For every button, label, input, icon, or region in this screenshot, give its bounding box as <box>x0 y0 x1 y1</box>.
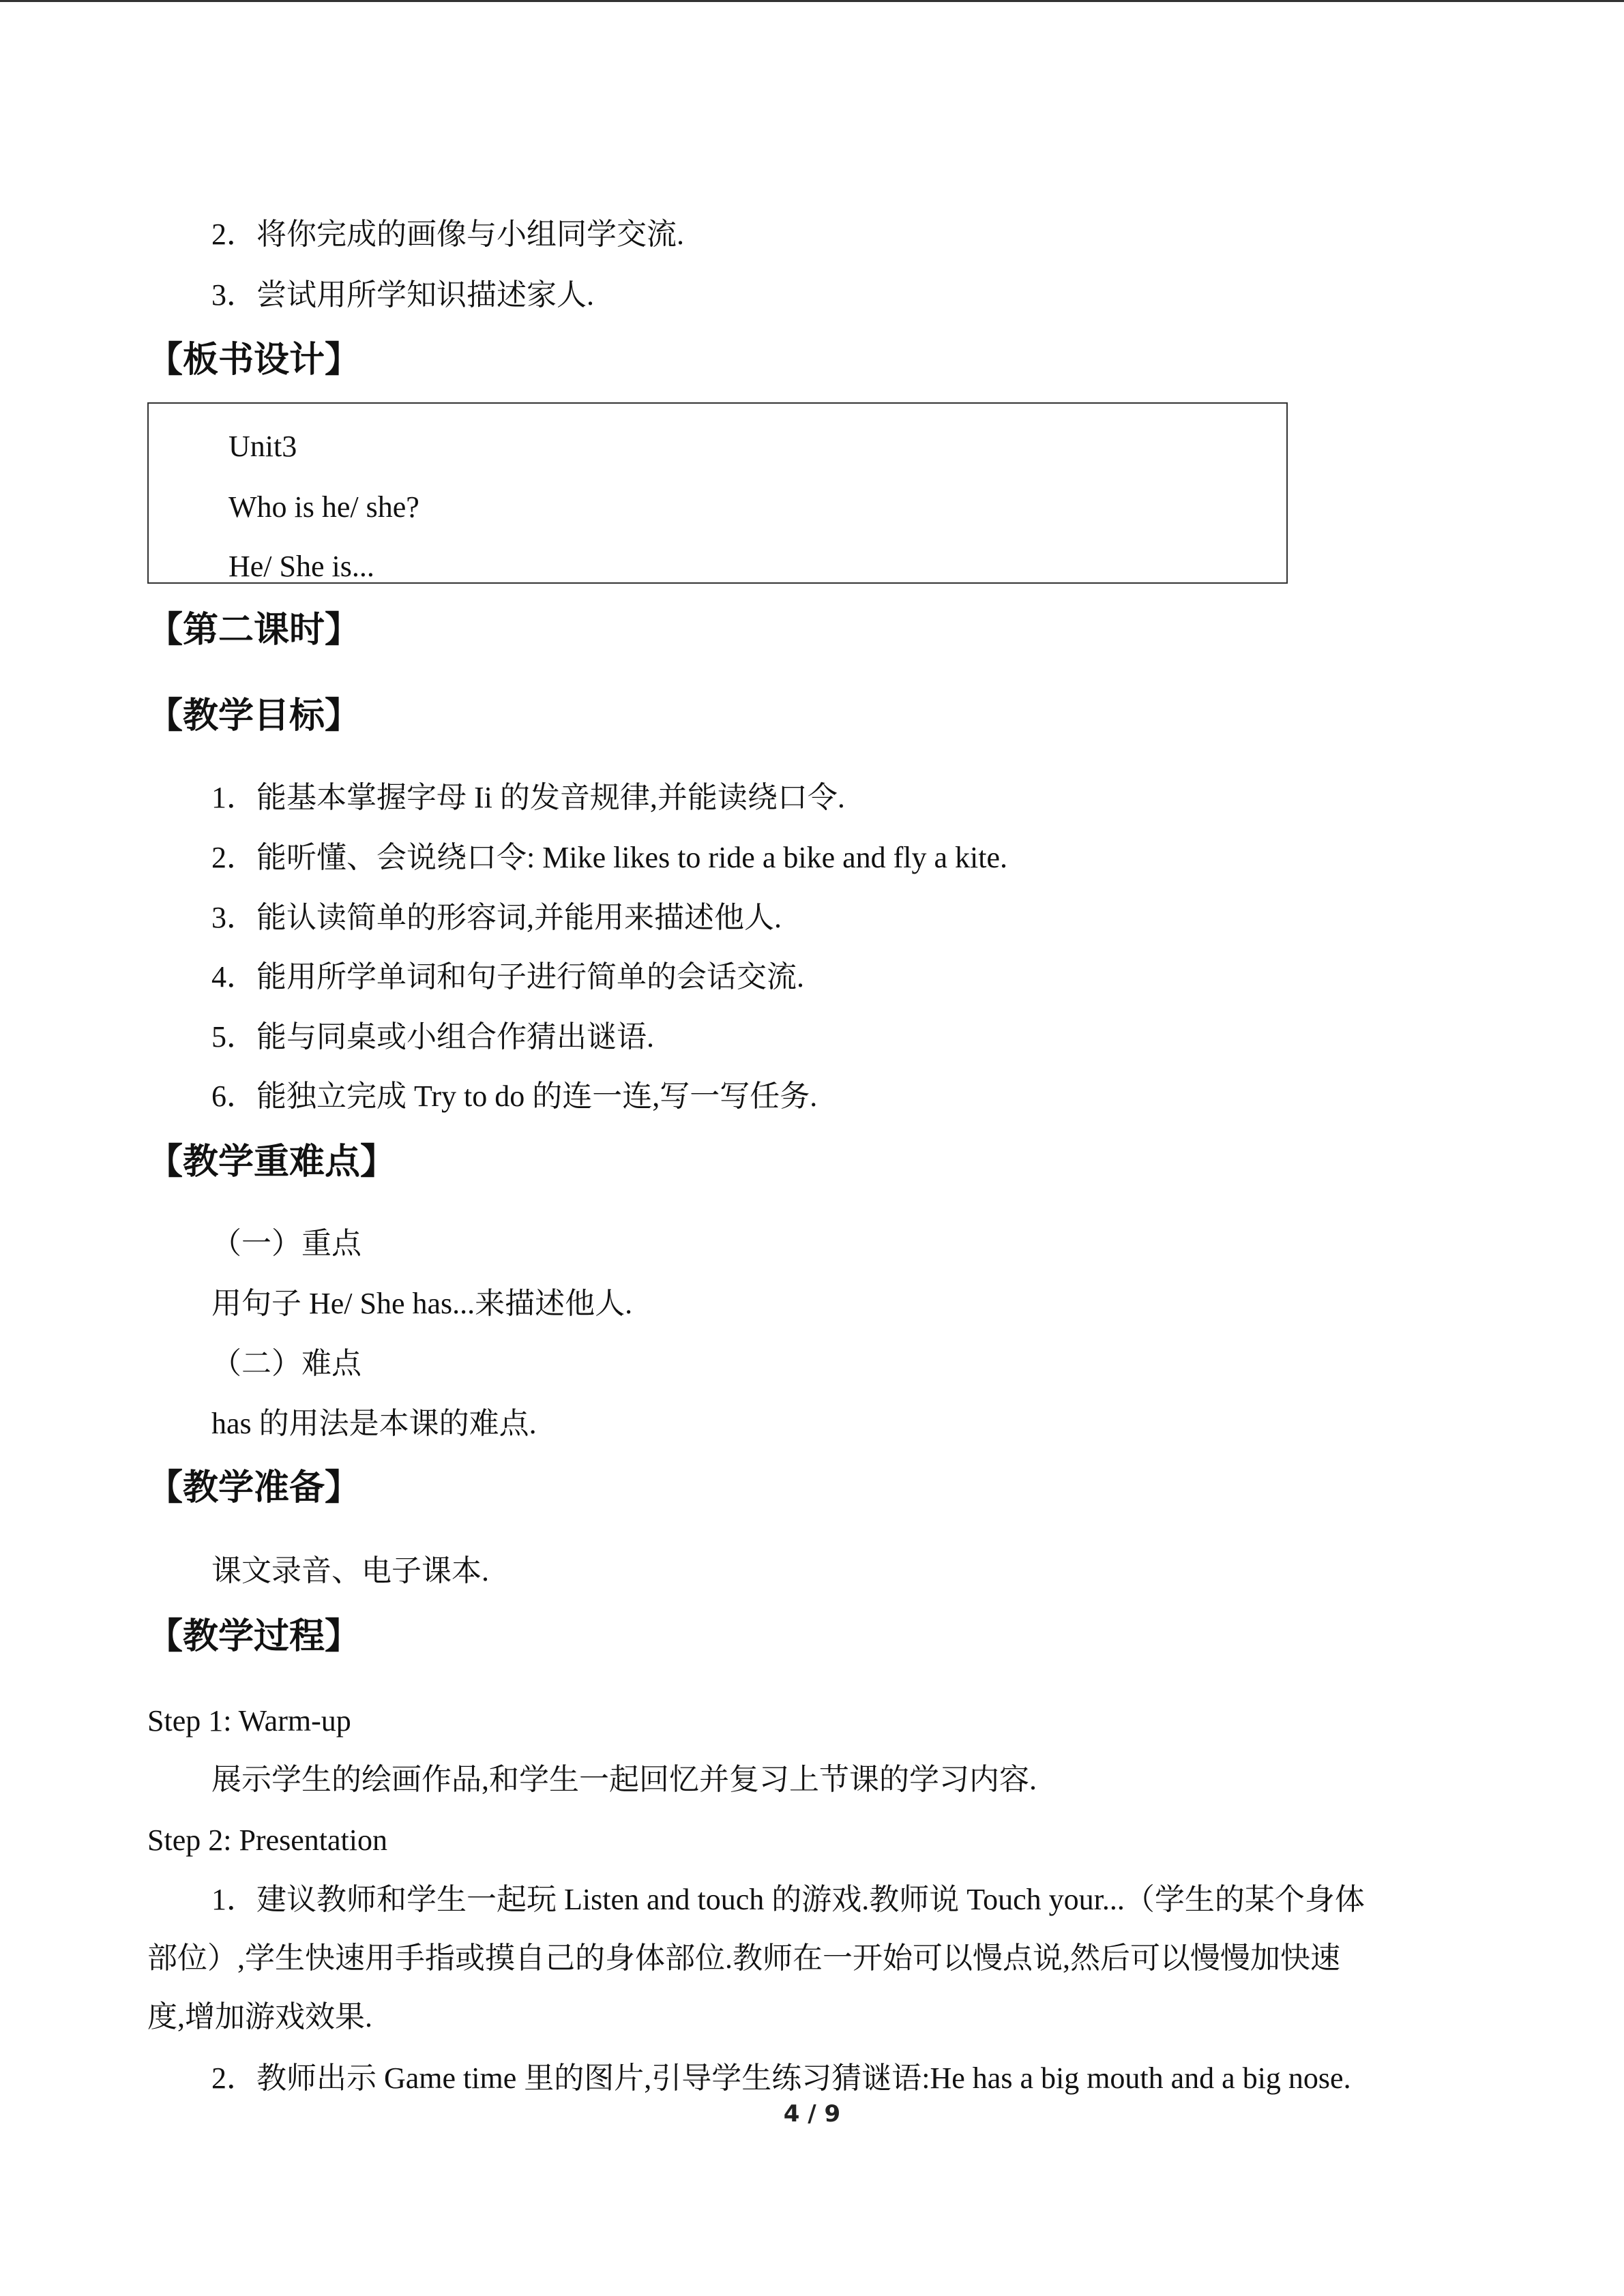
preparation-text: 课文录音、电子课本. <box>211 1554 489 1587</box>
step1-text: 展示学生的绘画作品,和学生一起回忆并复习上节课的学习内容. <box>211 1763 1037 1796</box>
objectives-heading: 【教学目标】 <box>147 696 361 736</box>
lesson2-heading: 【第二课时】 <box>147 610 361 651</box>
process-heading: 【教学过程】 <box>147 1616 361 1657</box>
focus-label: （一）重点 <box>211 1227 361 1260</box>
difficulty-label: （二）难点 <box>211 1347 361 1380</box>
prev-item-3: 3．尝试用所学知识描述家人. <box>211 278 594 312</box>
keypoints-heading: 【教学重难点】 <box>147 1142 396 1182</box>
board-line-answer: He/ She is... <box>228 550 374 583</box>
step2-paragraph-2-line: 2．教师出示 Game time 里的图片,引导学生练习猜谜语:He has a big mouth and a big nose. <box>211 2061 1351 2095</box>
page-top-border <box>0 0 1624 2</box>
objective-item: 1．能基本掌握字母 Ii 的发音规律,并能读绕口令. <box>211 781 845 814</box>
step2-paragraph-1-line: 1．建议教师和学生一起玩 Listen and touch 的游戏.教师说 Touch your...（学生的某个身体 <box>211 1883 1365 1916</box>
preparation-heading: 【教学准备】 <box>147 1467 361 1508</box>
board-line-question: Who is he/ she? <box>228 490 419 524</box>
objective-item: 6．能独立完成 Try to do 的连一连,写一写任务. <box>211 1079 818 1113</box>
difficulty-text: has 的用法是本课的难点. <box>211 1407 537 1440</box>
objective-item: 2．能听懂、会说绕口令: Mike likes to ride a bike and fly a kite. <box>211 841 1008 874</box>
objective-item: 3．能认读简单的形容词,并能用来描述他人. <box>211 901 782 934</box>
focus-text: 用句子 He/ She has...来描述他人. <box>211 1287 633 1320</box>
step1-title: Step 1: Warm-up <box>147 1704 351 1738</box>
board-heading: 【板书设计】 <box>147 340 361 381</box>
board-line-unit: Unit3 <box>228 430 297 463</box>
step2-paragraph-1-line: 度,增加游戏效果. <box>147 2000 372 2033</box>
prev-item-2: 2．将你完成的画像与小组同学交流. <box>211 218 684 251</box>
objective-item: 4．能用所学单词和句子进行简单的会话交流. <box>211 960 804 994</box>
objective-item: 5．能与同桌或小组合作猜出谜语. <box>211 1020 654 1054</box>
step2-title: Step 2: Presentation <box>147 1823 387 1857</box>
page-number: 4 / 9 <box>783 2100 841 2128</box>
step2-paragraph-1-line: 部位）,学生快速用手指或摸自己的身体部位.教师在一开始可以慢点说,然后可以慢慢加快速 <box>147 1941 1340 1975</box>
